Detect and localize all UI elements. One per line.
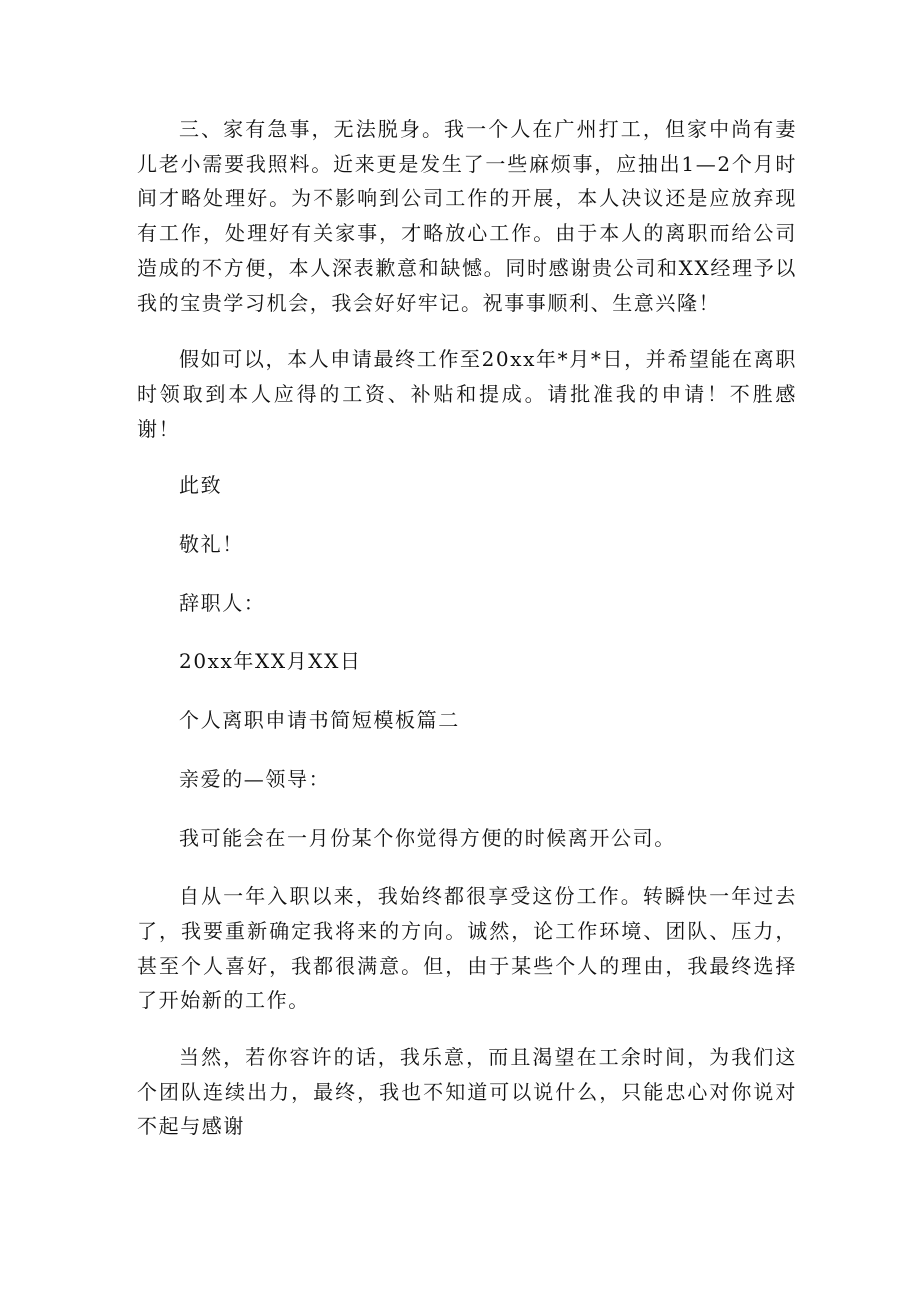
paragraph-leaving-date: 我可能会在一月份某个你觉得方便的时候离开公司。 — [179, 825, 676, 850]
salute-text: 敬礼！ — [179, 532, 244, 557]
paragraph-spare-time-help: 当然，若你容许的话，我乐意，而且渴望在工余时间，为我们这个团队连续出力，最终，我也不知道可以说什么，只能忠心对你说对不起与感谢 — [137, 1045, 797, 1139]
letter-date: 20xx年XX月XX日 — [179, 649, 362, 674]
paragraph-one-year-reflection: 自从一年入职以来，我始终都很享受这份工作。转瞬快一年过去了，我要重新确定我将来的方向。诚然，论工作环境、团队、压力，甚至个人喜好，我都很满意。但，由于某些个人的理由，我最终选择了开始新的工作。 — [137, 884, 797, 1013]
greeting-text: 亲爱的—领导： — [179, 766, 331, 791]
paragraph-final-day-request: 假如可以，本人申请最终工作至20xx年*月*日，并希望能在离职时领取到本人应得的工资、补贴和提成。请批准我的申请！不胜感谢！ — [137, 347, 797, 441]
section-title: 个人离职申请书简短模板篇二 — [179, 708, 460, 733]
closing-text: 此致 — [179, 473, 223, 498]
paragraph-family-reason: 三、家有急事，无法脱身。我一个人在广州打工，但家中尚有妻儿老小需要我照料。近来更是发生了一些麻烦事，应抽出1—2个月时间才略处理好。为不影响到公司工作的开展，本人决议还是应放弃现有工作，处理好有关家事，才略放心工作。由于本人的离职而给公司造成的不方便，本人深表歉意和缺憾。同时感谢贵公司和XX经理予以我的宝贵学习机会，我会好好牢记。祝事事顺利、生意兴隆！ — [137, 117, 797, 315]
signature-label: 辞职人： — [179, 590, 266, 615]
document-page — [137, 112, 797, 1144]
